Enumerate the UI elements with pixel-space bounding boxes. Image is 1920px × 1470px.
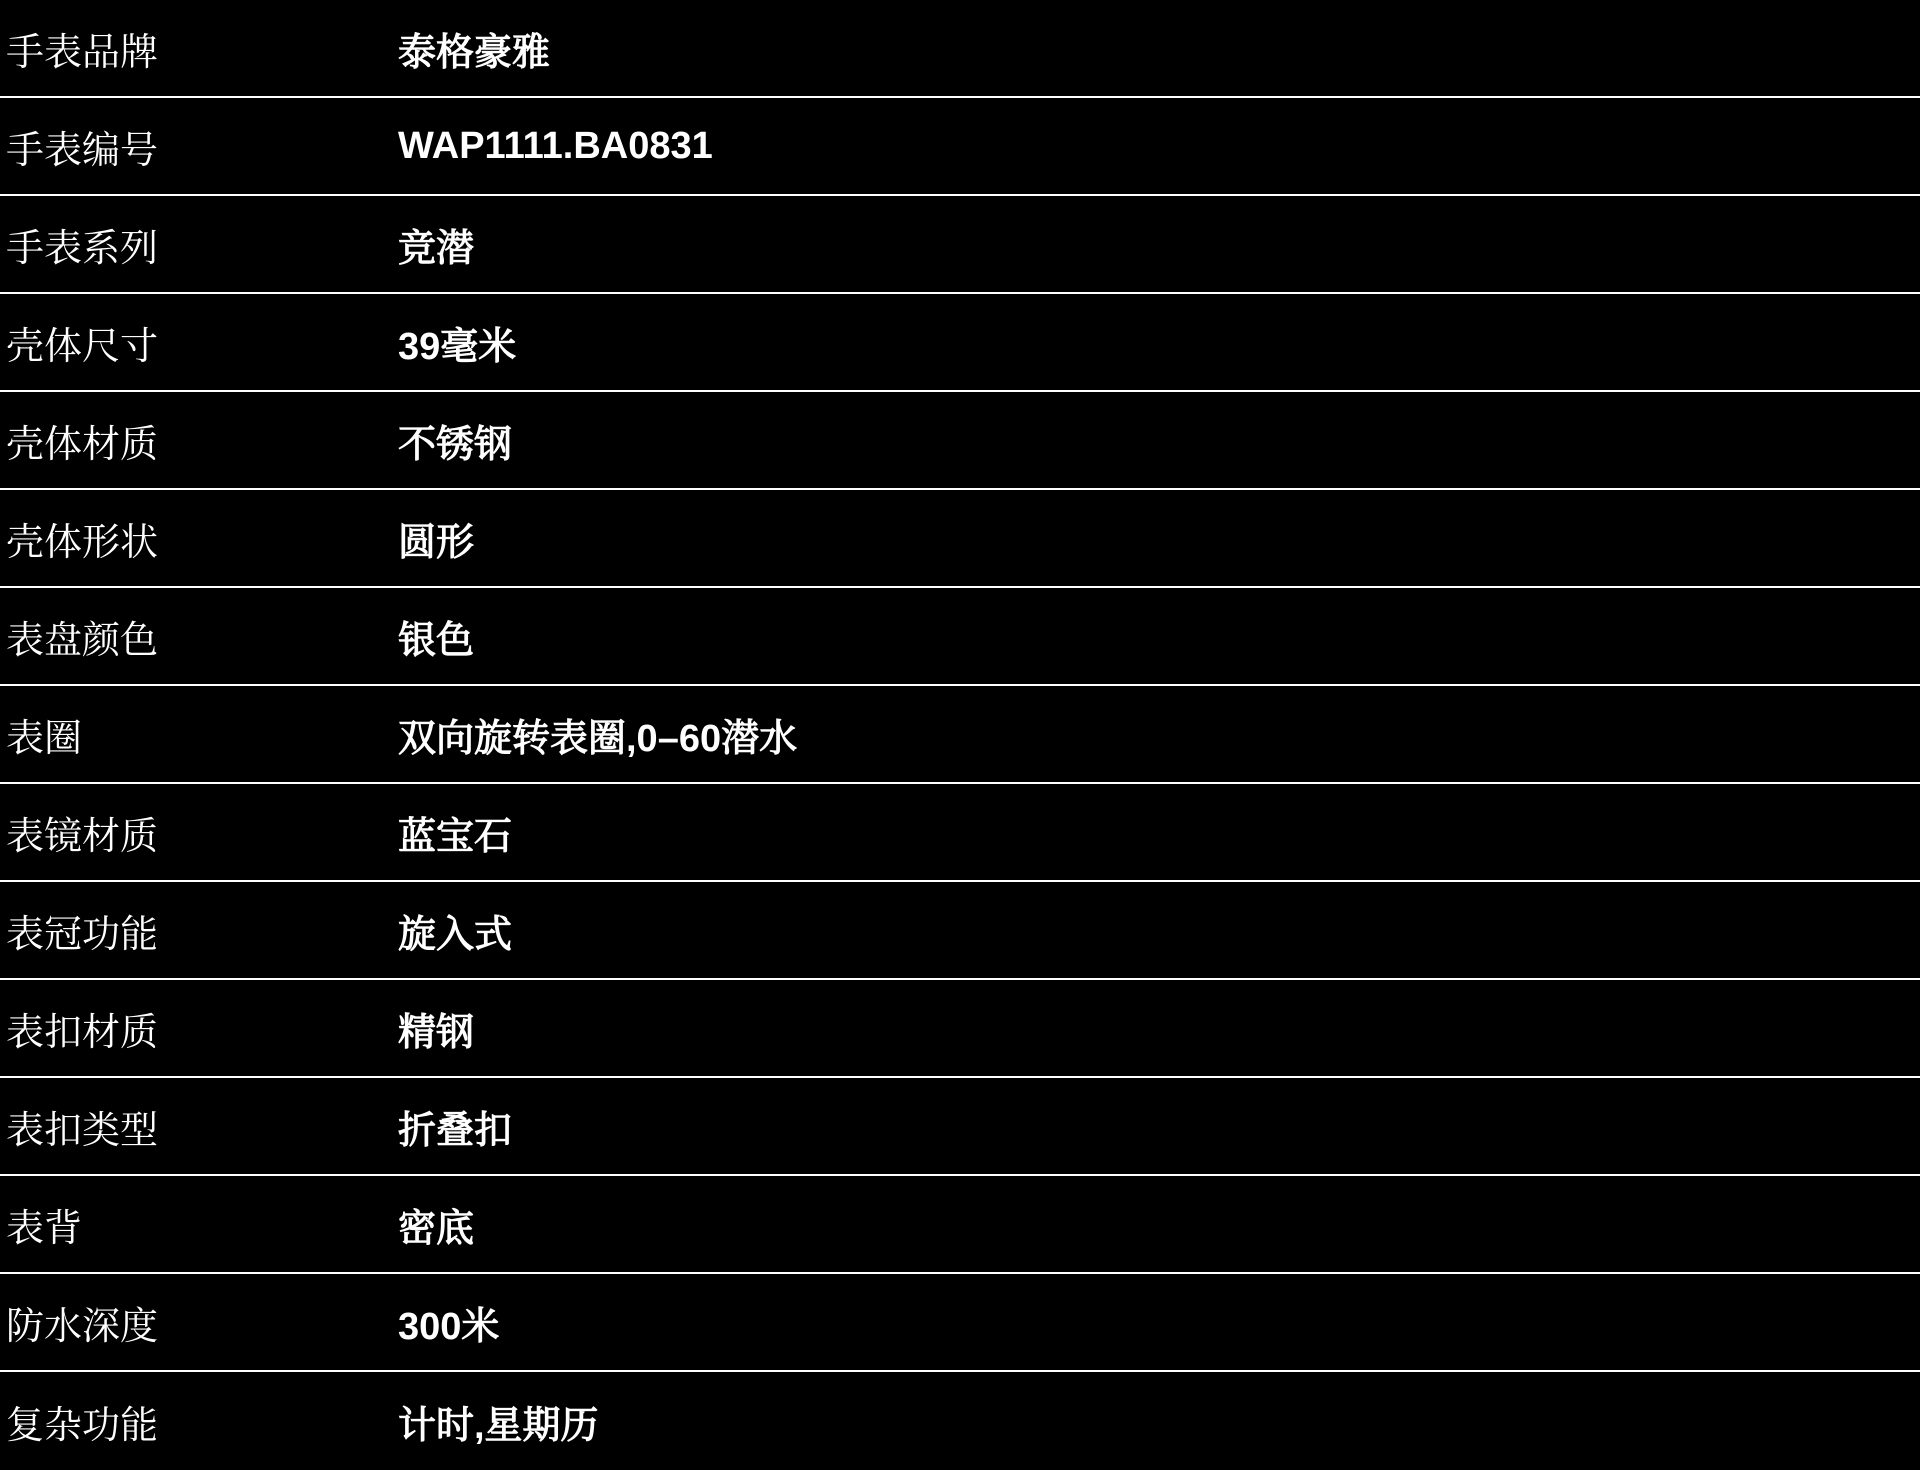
spec-value: 密底 xyxy=(398,1207,475,1250)
spec-value: 计时,星期历 xyxy=(398,1404,599,1447)
spec-value: 银色 xyxy=(398,619,475,662)
spec-label: 手表品牌 xyxy=(6,31,159,74)
spec-label: 壳体形状 xyxy=(6,521,159,564)
spec-label: 壳体尺寸 xyxy=(6,325,159,368)
spec-row-series xyxy=(0,196,1920,294)
spec-value: 蓝宝石 xyxy=(398,815,513,858)
spec-label: 表镜材质 xyxy=(6,815,159,858)
spec-row-crystal-material xyxy=(0,784,1920,882)
spec-row-brand xyxy=(0,0,1920,98)
spec-value: 圆形 xyxy=(398,521,475,564)
spec-row-clasp-material xyxy=(0,980,1920,1078)
spec-label: 表圈 xyxy=(6,717,83,760)
spec-row-crown-function xyxy=(0,882,1920,980)
spec-label: 复杂功能 xyxy=(6,1404,159,1447)
spec-value: 300米 xyxy=(398,1305,500,1348)
spec-value: 折叠扣 xyxy=(398,1109,513,1152)
spec-label: 表背 xyxy=(6,1207,83,1250)
spec-value: 旋入式 xyxy=(398,913,513,956)
spec-label: 表扣材质 xyxy=(6,1011,159,1054)
spec-row-complications xyxy=(0,1372,1920,1470)
spec-row-case-size xyxy=(0,294,1920,392)
spec-label: 表冠功能 xyxy=(6,913,159,956)
spec-label: 手表编号 xyxy=(6,129,159,172)
spec-value: 39毫米 xyxy=(398,325,517,368)
spec-value: 竞潜 xyxy=(398,227,475,270)
spec-row-water-resistance xyxy=(0,1274,1920,1372)
spec-row-dial-color xyxy=(0,588,1920,686)
spec-value: 泰格豪雅 xyxy=(398,31,551,74)
spec-value: WAP1111.BA0831 xyxy=(398,124,713,167)
spec-row-model-number xyxy=(0,98,1920,196)
spec-label: 表扣类型 xyxy=(6,1109,159,1152)
spec-label: 表盘颜色 xyxy=(6,619,159,662)
spec-row-case-shape xyxy=(0,490,1920,588)
spec-row-bezel xyxy=(0,686,1920,784)
spec-row-clasp-type xyxy=(0,1078,1920,1176)
spec-value: 不锈钢 xyxy=(398,423,513,466)
spec-label: 手表系列 xyxy=(6,227,159,270)
spec-value: 精钢 xyxy=(398,1011,475,1054)
spec-row-case-back xyxy=(0,1176,1920,1274)
spec-value: 双向旋转表圈,0–60潜水 xyxy=(398,717,798,760)
spec-label: 防水深度 xyxy=(6,1305,159,1348)
spec-row-case-material xyxy=(0,392,1920,490)
spec-label: 壳体材质 xyxy=(6,423,159,466)
